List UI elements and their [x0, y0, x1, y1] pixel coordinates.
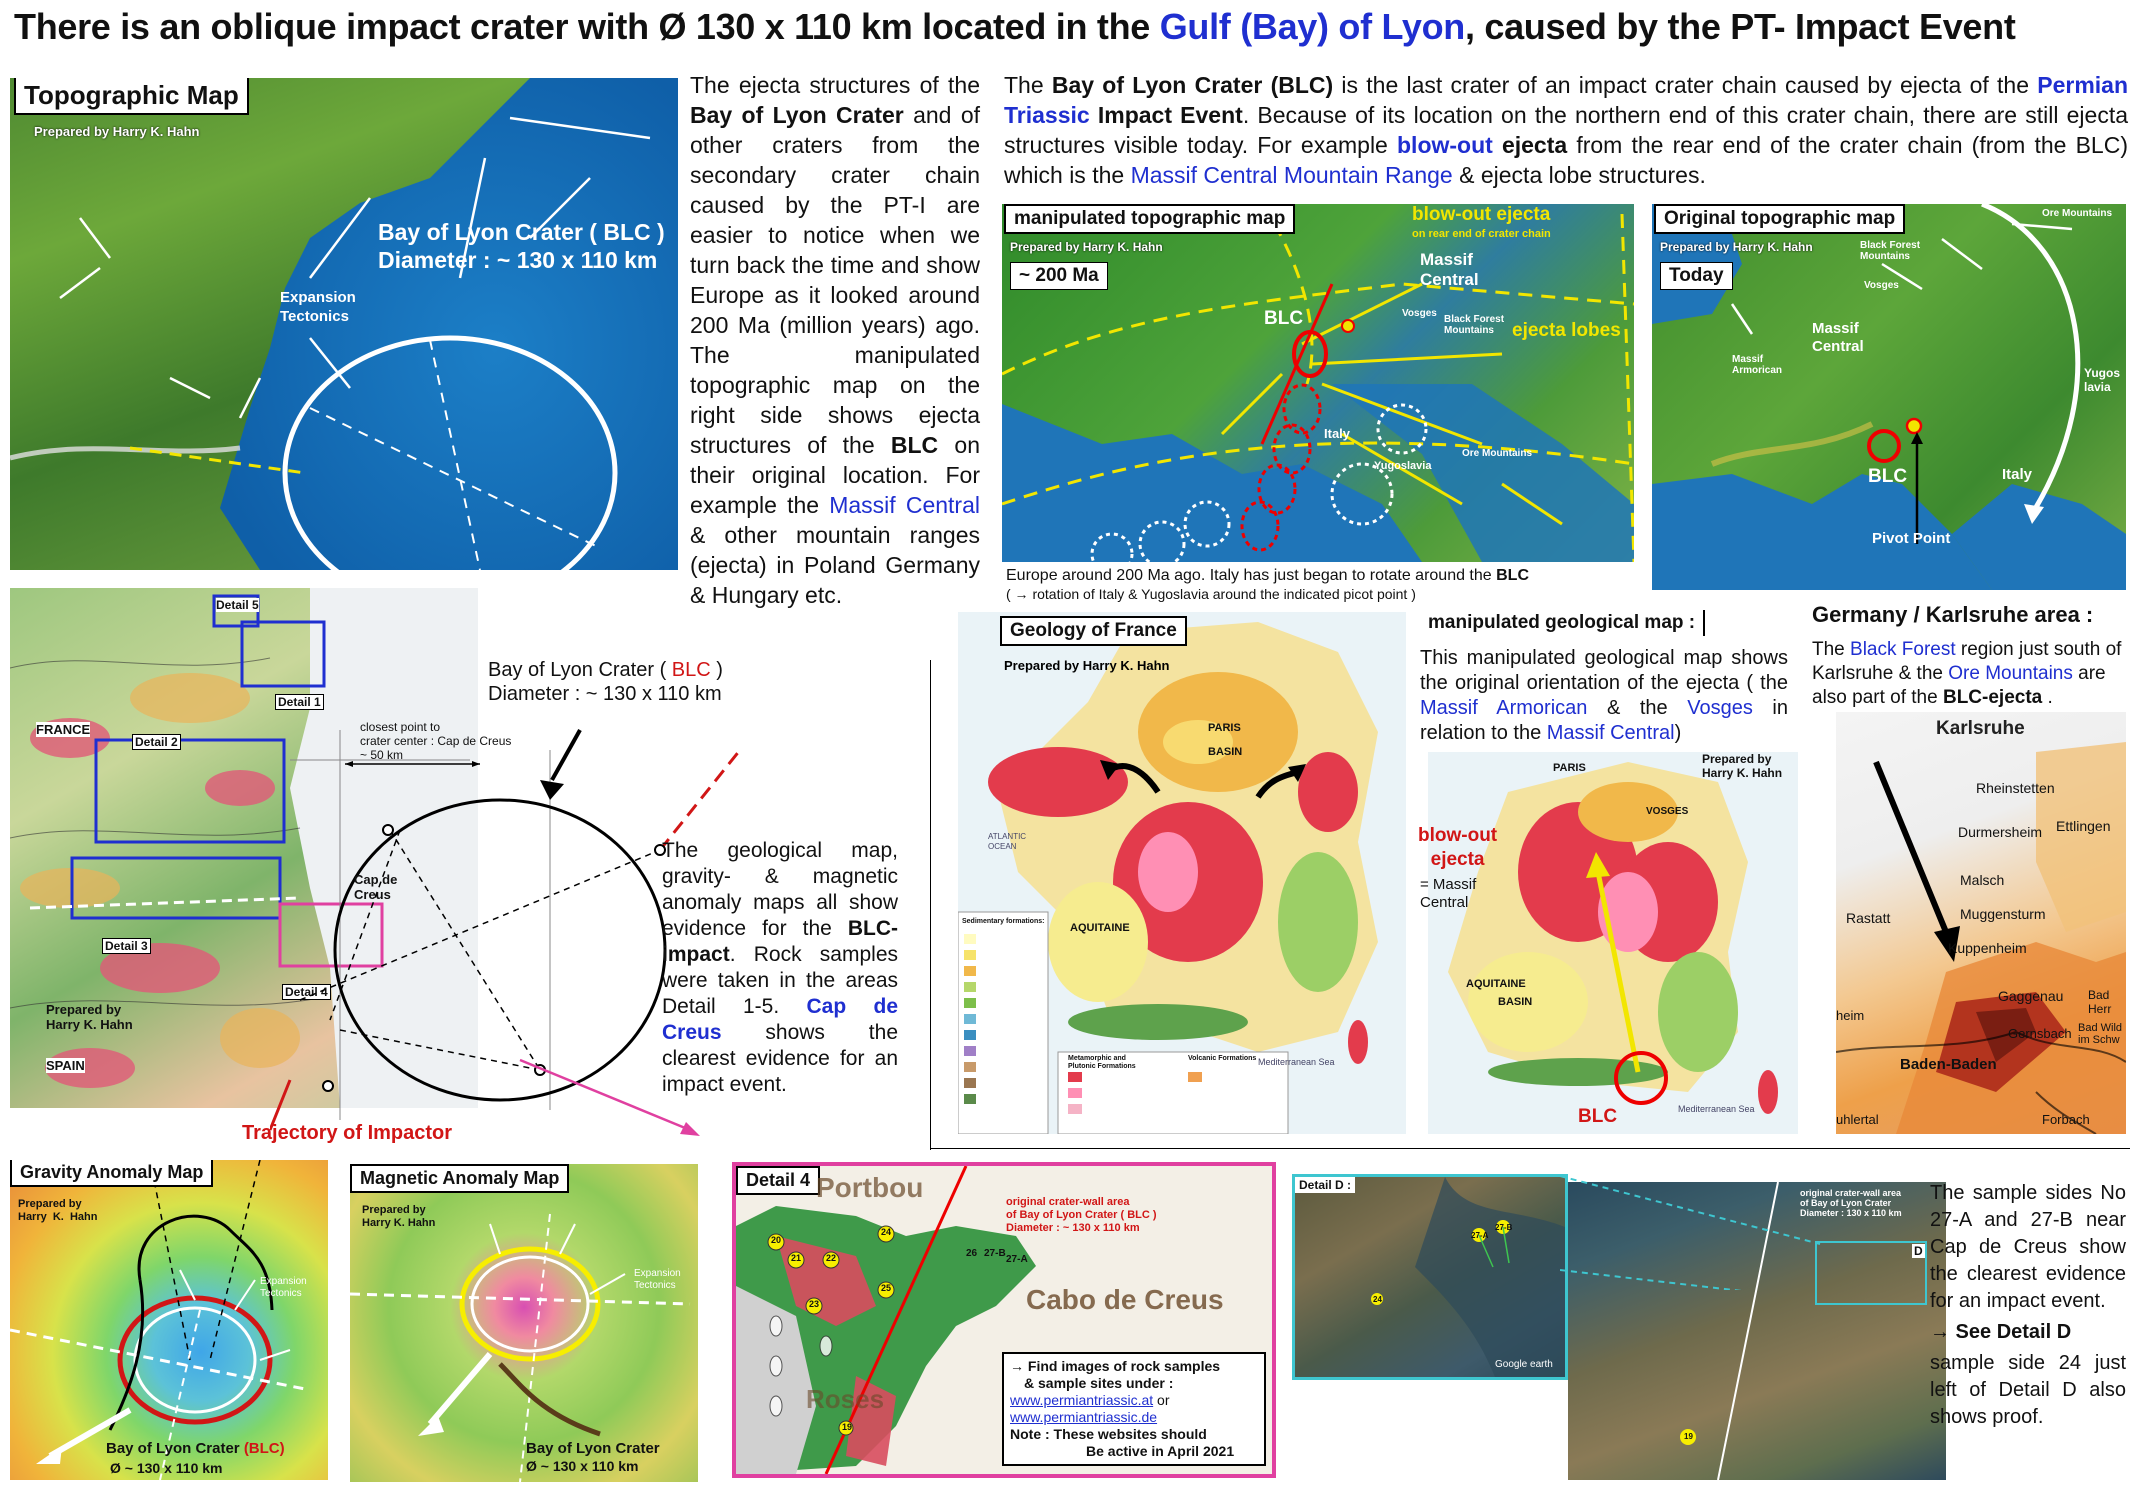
- town-rheinstetten: Rheinstetten: [1976, 780, 2055, 796]
- manip-black-forest: Black Forest Mountains: [1444, 314, 1505, 336]
- topo-prepared: Prepared by Harry K. Hahn: [34, 124, 200, 139]
- manip-geo-basin: BASIN: [1498, 996, 1533, 1008]
- manip-geo-svg: [1428, 752, 1798, 1134]
- geo-france-paris: PARIS: [1208, 722, 1241, 734]
- manip-geo-med: Mediterranean Sea: [1678, 1104, 1755, 1114]
- orig-blc: BLC: [1868, 466, 1908, 487]
- manip-geo-desc: [1420, 646, 1788, 746]
- orig-massif-central: Massif Central: [1812, 320, 1864, 355]
- detail4-find-box: [1002, 1352, 1266, 1466]
- manip-geo-blowout: blow-out ejecta: [1418, 825, 1498, 870]
- geo-detail1: Detail 1: [275, 694, 324, 710]
- geo-france-volc-title: Volcanic Formations: [1188, 1055, 1257, 1062]
- geo-detail3: Detail 3: [102, 938, 151, 954]
- manip-topo-age: ~ 200 Ma: [1010, 262, 1108, 290]
- ejecta-text-3: on their original location. For example the: [690, 432, 980, 518]
- magnetic-label: Magnetic Anomaly Map: [350, 1164, 569, 1193]
- manip-ore: Ore Mountains: [1462, 448, 1533, 459]
- karlsruhe-t3: are also part of the: [1812, 663, 2106, 708]
- evidence-paragraph: [662, 838, 898, 1098]
- blc-text-2: is the last crater of an impact crater chain caused by ejecta of the: [1333, 72, 2038, 98]
- crater-diameter: Diameter : ~ 130 x 110 km: [488, 683, 722, 705]
- town-ettlingen: Ettlingen: [2056, 818, 2111, 834]
- detailD-google: Google earth: [1495, 1359, 1553, 1370]
- sample-23: 23: [809, 1299, 820, 1309]
- blc-bold-3: ejecta: [1492, 132, 1568, 158]
- ejecta-text-2: and of other craters from the secondary crater chain caused by the PT-I are easier to notice when we turn back the time and show Europe as it looked around 200 Ma (million years) ago. The manipulated topographic map on the right side shows ejecta structures of the: [690, 102, 980, 458]
- detail4-map: [732, 1162, 1276, 1478]
- manip-topo-caption: [1006, 566, 1636, 604]
- sample-text-2: sample side 24 just left of Detail D also shows proof.: [1930, 1352, 2126, 1428]
- divider-horizontal: [930, 1148, 2130, 1149]
- manip-geo-link-vosges: Vosges: [1687, 697, 1753, 719]
- manip-geo-link-armorican: Massif Armorican: [1420, 697, 1588, 719]
- manip-blowout-sub: on rear end of crater chain: [1412, 228, 1551, 240]
- manip-italy: Italy: [1324, 426, 1351, 441]
- gravity-label: Gravity Anomaly Map: [10, 1160, 213, 1187]
- karlsruhe-bold: BLC-ejecta: [1942, 687, 2043, 708]
- manip-geo-eq: = Massif Central: [1420, 876, 1477, 911]
- topo-crater-diameter: Diameter : ~ 130 x 110 km: [378, 247, 658, 273]
- manip-geo-desc-d: ): [1674, 722, 1682, 744]
- manip-geo-prepared: Prepared by Harry K. Hahn: [1702, 752, 1783, 780]
- detail4-or: or: [1153, 1392, 1170, 1408]
- topo-expansion: Expansion: [280, 289, 356, 306]
- magnetic-expansion: Expansion Tectonics: [634, 1268, 681, 1291]
- orig-black-forest: Black Forest Mountains: [1860, 240, 1921, 262]
- detail4-wall-3: Diameter : ~ 130 x 110 km: [1006, 1222, 1140, 1234]
- blc-text-3: . Because of its location on the northern end of this crater chain, there are still ejecta structures visible today. For example: [1004, 102, 2129, 158]
- town-karlsruhe: Karlsruhe: [1936, 718, 2025, 739]
- topo-tectonics: Tectonics: [280, 308, 349, 325]
- detail4-rosas: Roses: [806, 1384, 885, 1414]
- town-malsch: Malsch: [1960, 872, 2005, 888]
- crater-cap: Cap de Creus: [354, 872, 398, 902]
- blc-link-blowout: blow-out: [1397, 132, 1493, 158]
- karlsruhe-title: Germany / Karlsruhe area :: [1812, 602, 2094, 627]
- topo-map-label: Topographic Map: [14, 78, 249, 115]
- geo-france-med: Mediterranean Sea: [1258, 1057, 1335, 1067]
- evidence-link-cap: Cap de Creus: [662, 995, 899, 1044]
- manip-geo-vosges: VOSGES: [1646, 806, 1689, 817]
- geo-france-svg: [958, 612, 1406, 1134]
- town-rastatt: Rastatt: [1846, 910, 1891, 926]
- title-text-2: , caused by the PT- Impact Event: [1464, 6, 2016, 47]
- sample-paragraph: [1930, 1180, 2126, 1431]
- sample-text-1: The sample sides No 27-A and 27-B near Cap de Creus show the clearest evidence for an impact event.: [1930, 1182, 2126, 1312]
- manip-blowout-label: blow-out ejecta: [1412, 204, 1551, 225]
- gravity-anomaly-map: [10, 1160, 328, 1480]
- town-baden-baden: Baden-Baden: [1900, 1056, 1997, 1073]
- geo-france-meta-title: Metamorphic and Plutonic Formations: [1068, 1055, 1136, 1070]
- magnetic-prepared: Prepared by Harry K. Hahn: [362, 1204, 436, 1229]
- title-highlight: Gulf (Bay) of Lyon: [1159, 6, 1465, 47]
- sample-25: 25: [881, 1283, 892, 1293]
- trajectory-label: Trajectory of Impactor: [242, 1122, 453, 1144]
- blc-paragraph: [1004, 70, 2128, 190]
- town-gernsbach: Gernsbach: [2008, 1026, 2072, 1041]
- detail4-cabo: Cabo de Creus: [1026, 1284, 1224, 1315]
- evidence-text-3: shows the clearest evidence for an impact event.: [662, 1021, 898, 1096]
- manip-geo-desc-c: in relation to the: [1420, 697, 1788, 744]
- ejecta-text-1: The ejecta structures of the: [690, 72, 980, 98]
- detail4-label: Detail 4: [736, 1166, 820, 1195]
- geo-spain: SPAIN: [46, 1058, 85, 1073]
- blc-link-permian: Permian Triassic: [1004, 72, 2128, 128]
- detailD-svg: [1295, 1177, 1565, 1377]
- geo-france: FRANCE: [36, 722, 91, 737]
- town-kuppenheim: Kuppenheim: [1948, 940, 2027, 956]
- gravity-crater-a: Bay of Lyon Crater: [106, 1440, 244, 1457]
- evidence-text-1: The geological map, gravity- & magnetic anomaly maps all show evidence for the: [662, 839, 898, 940]
- geo-france-sed-title: Sedimentary formations:: [962, 918, 1045, 925]
- karlsruhe-t1: The: [1812, 639, 1851, 660]
- orig-pivot: Pivot Point: [1872, 530, 1951, 547]
- sample-20: 20: [771, 1235, 782, 1245]
- manip-geo-link-massif: Massif Central: [1546, 722, 1675, 744]
- town-durmersheim: Durmersheim: [1958, 824, 2043, 840]
- manip-caption-blc: BLC: [1496, 567, 1530, 584]
- link-permiantriassic-de[interactable]: www.permiantriassic.de: [1010, 1409, 1158, 1425]
- topo-crater-name: Bay of Lyon Crater ( BLC ): [378, 219, 665, 245]
- geo-france-atlantic: ATLANTIC OCEAN: [988, 832, 1027, 851]
- town-muggensturm: Muggensturm: [1960, 906, 2046, 922]
- crater-name-a: Bay of Lyon Crater (: [488, 659, 672, 681]
- detail4-note-1: Note : These websites should: [1010, 1426, 1207, 1442]
- blc-text-1: The: [1004, 72, 1052, 98]
- blc-bold-1: Bay of Lyon Crater (BLC): [1051, 72, 1334, 98]
- sat-wall-2: of Bay of Lyon Crater: [1800, 1198, 1892, 1208]
- manip-geo-desc-b: & the: [1587, 697, 1688, 719]
- magnetic-diam: Ø ~ 130 x 110 km: [526, 1458, 639, 1474]
- magnetic-crater: Bay of Lyon Crater: [526, 1440, 660, 1457]
- detail4-wall: [1006, 1196, 1157, 1235]
- town-bad-wild: Bad Wild im Schw: [2078, 1022, 2123, 1046]
- magnetic-anomaly-map: [350, 1164, 698, 1482]
- original-topo-map: [1652, 204, 2126, 590]
- link-permiantriassic-at[interactable]: www.permiantriassic.at: [1010, 1392, 1154, 1408]
- town-heim: heim: [1836, 1008, 1865, 1023]
- manip-caption-1: Europe around 200 Ma ago. Italy has just began to rotate around the: [1006, 567, 1497, 584]
- geo-detail4: Detail 4: [282, 984, 331, 1000]
- manip-yugoslavia: Yugoslavia: [1374, 460, 1432, 472]
- sample-19: 19: [842, 1422, 853, 1432]
- geo-prepared: Prepared by Harry K. Hahn: [46, 1002, 133, 1032]
- geo-detail2: Detail 2: [132, 734, 181, 750]
- manip-topo-prepared: Prepared by Harry K. Hahn: [1010, 240, 1163, 254]
- sample-22: 22: [826, 1253, 837, 1263]
- gravity-diam: Ø ~ 130 x 110 km: [110, 1460, 223, 1476]
- manip-vosges: Vosges: [1402, 308, 1437, 319]
- ejecta-bold-1: Bay of Lyon Crater: [690, 102, 904, 128]
- manipulated-topo-map: [1002, 204, 1634, 562]
- manip-geo-map: [1428, 752, 1798, 1134]
- evidence-bold-1: BLC-impact: [662, 917, 898, 966]
- sat-wall-1: original crater-wall area: [1800, 1188, 1902, 1198]
- detail4-portbou: Portbou: [816, 1172, 924, 1203]
- detailD-27b: 27-B: [1495, 1223, 1513, 1232]
- divider-vertical: [930, 660, 931, 1150]
- ejecta-link-massif-central: Massif Central: [829, 492, 980, 518]
- manip-geo-desc-a: This manipulated geological map shows the original orientation of the ejecta ( the: [1420, 647, 1788, 694]
- sample-27b: 27-B: [984, 1248, 1006, 1259]
- topographic-map: [10, 78, 678, 570]
- geology-france-map: [958, 612, 1406, 1134]
- evidence-text-2: . Rock samples were taken in the areas Detail 1-5.: [662, 943, 898, 1018]
- topo-crater-label: [378, 218, 665, 274]
- crater-closest: closest point to crater center : Cap de Creus ~ 50 km: [360, 720, 512, 762]
- ejecta-paragraph: [690, 70, 980, 610]
- blc-bold-2: Impact Event: [1089, 102, 1243, 128]
- geo-france-aquitaine: AQUITAINE: [1070, 922, 1130, 934]
- crater-diagram-label: [488, 658, 723, 706]
- karlsruhe-map: [1836, 712, 2126, 1134]
- detailD-27a: 27-A: [1471, 1231, 1489, 1240]
- orig-topo-label: Original topographic map: [1654, 204, 1905, 234]
- orig-massif-armorican: Massif Armorican: [1732, 354, 1783, 376]
- manip-topo-label: manipulated topographic map: [1004, 204, 1295, 234]
- detail4-note-2: Be active in April 2021: [1086, 1443, 1235, 1459]
- gravity-crater-blc: (BLC): [243, 1440, 285, 1457]
- sample-27a: 27-A: [1006, 1254, 1028, 1265]
- manip-geo-label: manipulated geological map :: [1420, 610, 1705, 636]
- manip-geo-blc: BLC: [1578, 1106, 1618, 1127]
- orig-italy: Italy: [2002, 466, 2033, 483]
- manip-blc-label: BLC: [1264, 308, 1304, 329]
- town-gaggenau: Gaggenau: [1998, 988, 2064, 1004]
- sat-19: 19: [1684, 1432, 1693, 1441]
- manip-ejecta-lobes: ejecta lobes: [1512, 320, 1621, 341]
- manip-topo-svg: [1002, 204, 1634, 562]
- geo-france-prepared: Prepared by Harry K. Hahn: [1004, 658, 1170, 673]
- detailD-label: Detail D :: [1295, 1177, 1355, 1193]
- manip-caption-2: ( → rotation of Italy & Yugoslavia around the indicated picot point ): [1006, 586, 1416, 602]
- sample-21: 21: [791, 1253, 802, 1263]
- gravity-expansion: Expansion Tectonics: [260, 1276, 307, 1299]
- orig-topo-today: Today: [1660, 262, 1733, 290]
- orig-vosges: Vosges: [1864, 280, 1899, 291]
- manip-massif-central: Massif Central: [1420, 250, 1479, 289]
- page-title: [14, 6, 2124, 48]
- sample-see-detail: → See Detail D: [1930, 1321, 2072, 1343]
- karlsruhe-desc: [1812, 638, 2128, 710]
- gravity-crater: [106, 1440, 285, 1457]
- detail4-wall-2: of Bay of Lyon Crater ( BLC ): [1006, 1209, 1157, 1221]
- geo-france-label: Geology of France: [1000, 616, 1187, 646]
- detailD-map: [1292, 1174, 1568, 1380]
- geo-france-basin: BASIN: [1208, 746, 1243, 758]
- detailD-connector: [1560, 1170, 1860, 1290]
- orig-topo-prepared: Prepared by Harry K. Hahn: [1660, 240, 1813, 254]
- blc-text-4: from the rear end of the crater chain (from the BLC) which is the: [1004, 132, 2128, 188]
- blc-link-massif-range: Massif Central Mountain Range: [1130, 162, 1453, 188]
- karlsruhe-link-ore: Ore Mountains: [1948, 663, 2073, 684]
- detail4-find-2: & sample sites under :: [1024, 1375, 1174, 1391]
- topo-expansion-label: [280, 288, 356, 326]
- sat-d-label: D: [1914, 1244, 1923, 1258]
- detail4-find-1: → Find images of rock samples: [1010, 1358, 1221, 1374]
- manip-geo-aquitaine: AQUITAINE: [1466, 978, 1526, 990]
- town-uhlertal: uhlertal: [1836, 1112, 1879, 1127]
- manip-geo-paris: PARIS: [1553, 762, 1586, 774]
- detailD-24: 24: [1373, 1295, 1382, 1304]
- title-text-1: There is an oblique impact crater with Ø 130 x 110 km located in the: [14, 6, 1160, 47]
- detail4-wall-1: original crater-wall area: [1006, 1196, 1130, 1208]
- orig-ore: Ore Mountains: [2042, 208, 2113, 219]
- town-forbach: Forbach: [2042, 1112, 2090, 1127]
- geo-detail5: Detail 5: [216, 598, 259, 612]
- karlsruhe-t2: region just south of Karlsruhe & the: [1812, 639, 2122, 684]
- sat-wall-3: Diameter : 130 x 110 km: [1800, 1208, 1902, 1218]
- town-bad-herr: Bad Herr: [2088, 988, 2112, 1016]
- ejecta-bold-2: BLC: [890, 432, 939, 458]
- karlsruhe-link-black-forest: Black Forest: [1850, 639, 1956, 660]
- crater-name-c: ): [710, 659, 723, 681]
- sample-26: 26: [966, 1248, 978, 1259]
- karlsruhe-t4: .: [2042, 687, 2053, 708]
- blc-text-5: & ejecta lobe structures.: [1452, 162, 1706, 188]
- orig-yugoslavia: Yugos lavia: [2084, 366, 2121, 394]
- ejecta-text-4: & other mountain ranges (ejecta) in Poland Germany & Hungary etc.: [690, 522, 980, 608]
- crater-name-blc: BLC: [671, 659, 711, 681]
- sample-24: 24: [881, 1227, 892, 1237]
- gravity-prepared: Prepared by Harry K. Hahn: [18, 1198, 98, 1223]
